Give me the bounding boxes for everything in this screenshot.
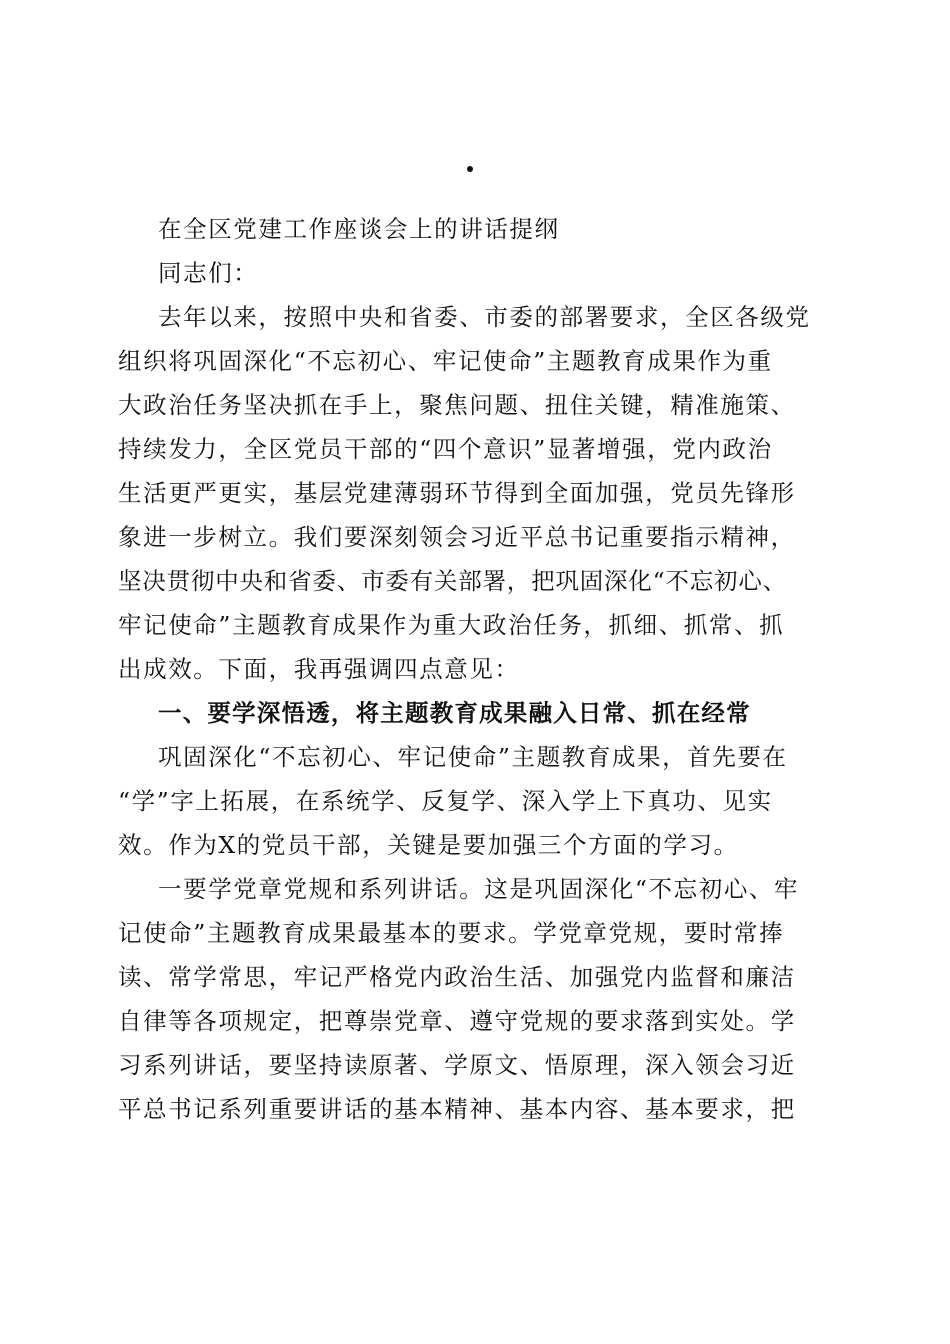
paragraph-line: 生活更严更实，基层党建薄弱环节得到全面加强，党员先锋形 bbox=[118, 479, 796, 507]
paragraph-line: 持续发力，全区党员干部的“四个意识”显著增强，党内政治 bbox=[118, 435, 773, 463]
paragraph-line: 去年以来，按照中央和省委、市委的部署要求，全区各级党 bbox=[158, 303, 811, 331]
paragraph-intro bbox=[118, 295, 830, 691]
paragraph-section-1-intro bbox=[118, 735, 830, 867]
paragraph-line: 巩固深化“不忘初心、牢记使命”主题教育成果，首先要在 bbox=[158, 743, 788, 771]
paragraph-line: 组织将巩固深化“不忘初心、牢记使命”主题教育成果作为重 bbox=[118, 347, 773, 375]
paragraph-line: 平总书记系列重要讲话的基本精神、基本内容、基本要求，把 bbox=[118, 1095, 796, 1123]
paragraph-line: 大政治任务坚决抓在手上，聚焦问题、扭住关键，精准施策、 bbox=[118, 391, 796, 419]
paragraph-line: 牢记使命”主题教育成果作为重大政治任务，抓细、抓常、抓 bbox=[118, 611, 785, 639]
paragraph-line: 读、常学常思，牢记严格党内政治生活、加强党内监督和廉洁 bbox=[118, 963, 796, 991]
document-body bbox=[118, 207, 830, 1131]
paragraph-line: 坚决贯彻中央和省委、市委有关部署，把巩固深化“不忘初心、 bbox=[118, 567, 787, 595]
paragraph-line: 出成效。下面，我再强调四点意见： bbox=[118, 655, 520, 683]
paragraph-line: 自律等各项规定，把尊崇党章、遵守党规的要求落到实处。学 bbox=[118, 1007, 796, 1035]
paragraph-line: 习系列讲话，要坚持读原著、学原文、悟原理，深入领会习近 bbox=[118, 1051, 796, 1079]
paragraph-line: 象进一步树立。我们要深刻领会习近平总书记重要指示精神， bbox=[118, 523, 796, 551]
paragraph-line: 记使命”主题教育成果最基本的要求。学党章党规，要时常捧 bbox=[118, 919, 785, 947]
document-title: 在全区党建工作座谈会上的讲话提纲 bbox=[158, 215, 560, 243]
paragraph-section-1-point-1 bbox=[118, 867, 830, 1131]
page-mark bbox=[467, 166, 473, 172]
paragraph-line: 效。作为X的党员干部，关键是要加强三个方面的学习。 bbox=[118, 831, 739, 859]
paragraph-line: 一要学党章党规和系列讲话。这是巩固深化“不忘初心、牢 bbox=[158, 875, 800, 903]
section-heading-1: 一、要学深悟透，将主题教育成果融入日常、抓在经常 bbox=[158, 699, 751, 727]
salutation: 同志们： bbox=[158, 259, 259, 287]
paragraph-line: “学”字上拓展，在系统学、反复学、深入学上下真功、见实 bbox=[118, 787, 773, 815]
